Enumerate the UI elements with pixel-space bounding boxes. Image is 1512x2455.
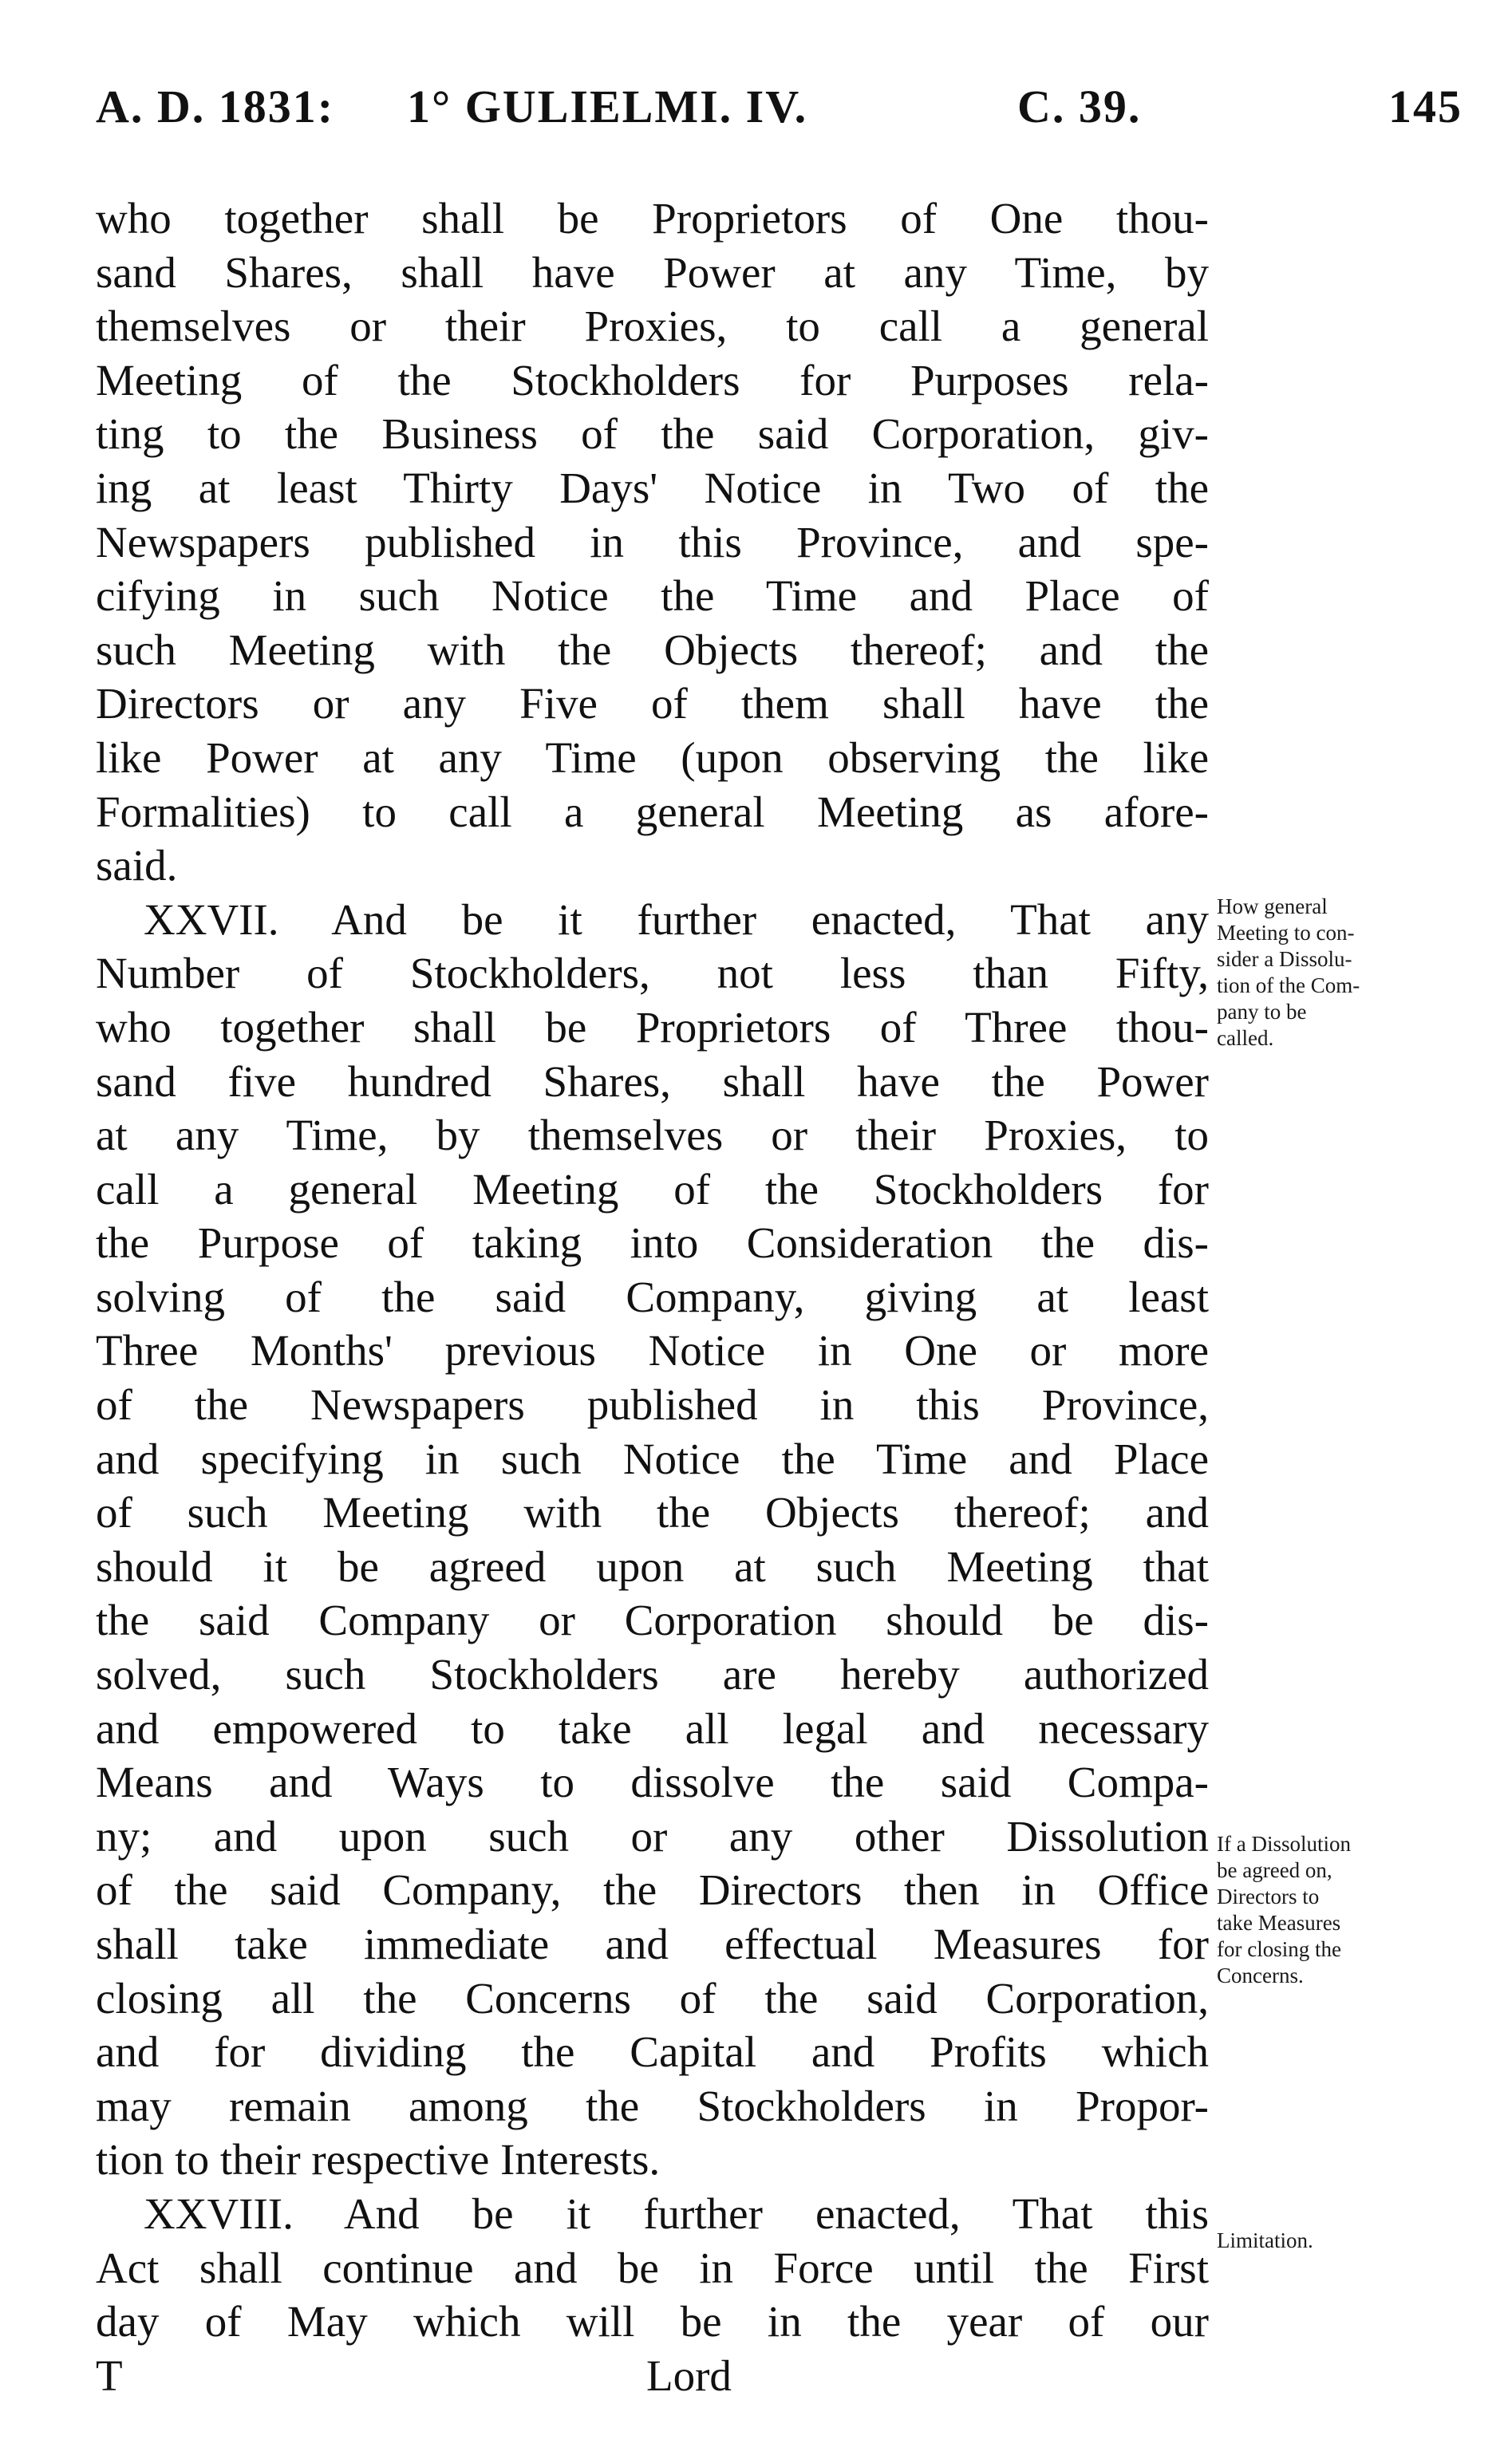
margin-note-dissolution-agreed: [1217, 1831, 1456, 1989]
text-line: who together shall be Proprietors of One thou-: [96, 194, 1209, 243]
catchword: Lord: [646, 2350, 732, 2400]
text-line: the Purpose of taking into Consideration the dis-: [96, 1218, 1209, 1268]
text-line: sand Shares, shall have Power at any Time, by: [96, 247, 1209, 297]
text-line: like Power at any Time (upon observing the like: [96, 732, 1209, 782]
section-xxvii-start: XXVII. And be it further enacted, That any: [144, 894, 1209, 944]
margin-note-line: be agreed on,: [1217, 1858, 1332, 1882]
catchword-line: [96, 2349, 1209, 2403]
text-line: Number of Stockholders, not less than Fifty,: [96, 949, 1209, 998]
margin-note-limitation: [1217, 2228, 1456, 2254]
text-line: ting to the Business of the said Corporation, giv-: [96, 409, 1209, 459]
margin-note-line: How general: [1217, 894, 1328, 918]
header-year: A. D. 1831:: [96, 81, 335, 132]
statute-body: [96, 191, 1209, 2402]
text-line: closing all the Concerns of the said Corporation,: [96, 1973, 1209, 2023]
text-line: Means and Ways to dissolve the said Compa-: [96, 1758, 1209, 1807]
text-line: of the Newspapers published in this Province,: [96, 1380, 1209, 1430]
margin-note-line: pany to be: [1217, 1000, 1307, 1024]
margin-note-line: If a Dissolution: [1217, 1832, 1351, 1856]
margin-note-line: Meeting to con-: [1217, 921, 1355, 945]
text-line: and empowered to take all legal and necessary: [96, 1703, 1209, 1753]
text-line: Newspapers published in this Province, and spe-: [96, 517, 1209, 566]
text-line: cifying in such Notice the Time and Place of: [96, 571, 1209, 621]
signature-mark: T: [96, 2350, 123, 2400]
text-line: and for dividing the Capital and Profits which: [96, 2027, 1209, 2077]
running-header: [96, 80, 1463, 144]
text-line: shall take immediate and effectual Measures for: [96, 1920, 1209, 1968]
text-line: of such Meeting with the Objects thereof; and: [96, 1488, 1209, 1537]
text-line: said.: [96, 841, 178, 890]
text-line: and specifying in such Notice the Time and Place: [96, 1434, 1209, 1483]
text-line: such Meeting with the Objects thereof; and the: [96, 625, 1209, 674]
text-line: Formalities) to call a general Meeting as afore-: [96, 787, 1209, 836]
section-xxviii-start: XXVIII. And be it further enacted, That this: [144, 2189, 1209, 2238]
text-line: who together shall be Proprietors of Three thou-: [96, 1002, 1209, 1052]
text-line: at any Time, by themselves or their Proxies, to: [96, 1111, 1209, 1160]
text-line: the said Company or Corporation should be dis-: [96, 1596, 1209, 1645]
text-line: Act shall continue and be in Force until the First: [96, 2243, 1209, 2292]
margin-note-line: for closing the: [1217, 1937, 1341, 1961]
margin-note-line: called.: [1217, 1026, 1274, 1050]
margin-note-line: Directors to: [1217, 1885, 1320, 1908]
text-line: Directors or any Five of them shall have the: [96, 679, 1209, 728]
page-number: 145: [1388, 81, 1463, 132]
margin-note-line: Limitation.: [1217, 2228, 1313, 2252]
text-line: tion to their respective Interests.: [96, 2135, 661, 2185]
margin-note-line: take Measures: [1217, 1911, 1341, 1935]
text-line: solved, such Stockholders are hereby authorized: [96, 1650, 1209, 1699]
margin-note-dissolution-meeting: [1217, 894, 1456, 1052]
text-line: Meeting of the Stockholders for Purposes rela-: [96, 355, 1209, 405]
margin-note-line: Concerns.: [1217, 1964, 1304, 1987]
text-line: ing at least Thirty Days' Notice in Two of the: [96, 463, 1209, 512]
margin-note-line: tion of the Com-: [1217, 973, 1360, 997]
text-line: should it be agreed upon at such Meeting that: [96, 1541, 1209, 1591]
text-line: solving of the said Company, giving at least: [96, 1272, 1209, 1321]
margin-note-line: sider a Dissolu-: [1217, 947, 1352, 971]
text-line: sand five hundred Shares, shall have the Power: [96, 1056, 1209, 1106]
text-line: call a general Meeting of the Stockholders for: [96, 1164, 1209, 1214]
header-regnal-year: 1° GULIELMI. IV.: [407, 81, 808, 132]
text-line: Three Months' previous Notice in One or more: [96, 1326, 1209, 1376]
text-line: of the said Company, the Directors then in Office: [96, 1865, 1209, 1915]
text-line: day of May which will be in the year of our: [96, 2297, 1209, 2346]
text-line: may remain among the Stockholders in Propor-: [96, 2081, 1209, 2130]
text-line: ny; and upon such or any other Dissolution: [96, 1811, 1209, 1861]
text-line: themselves or their Proxies, to call a general: [96, 302, 1209, 351]
header-chapter: C. 39.: [1017, 81, 1142, 132]
